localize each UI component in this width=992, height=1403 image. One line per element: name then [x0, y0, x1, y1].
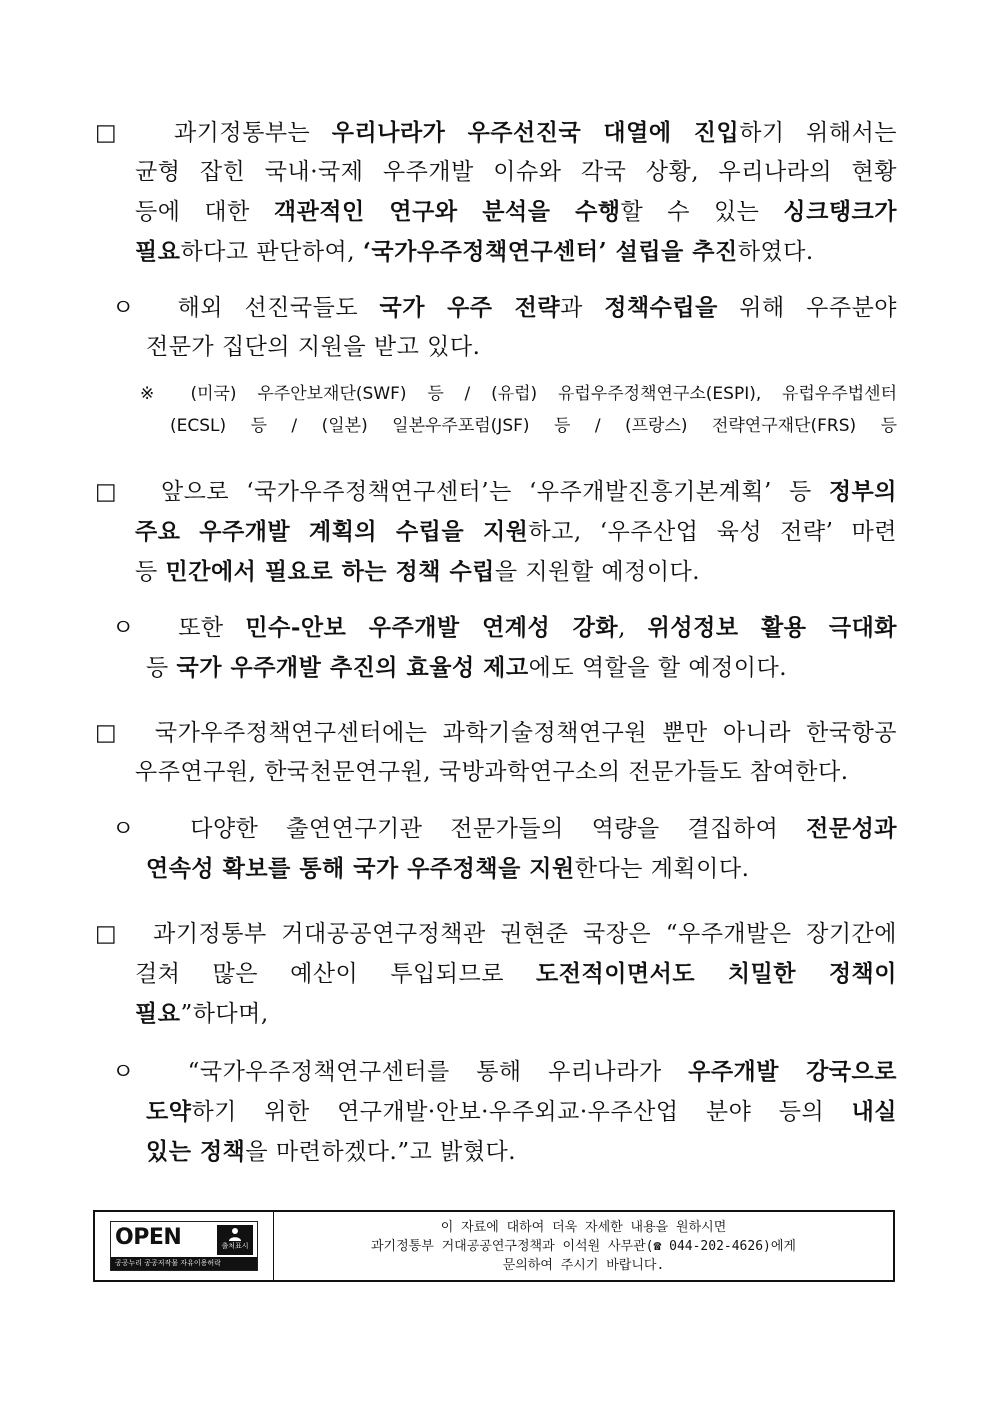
sub-bullet-3-line-2: 연속성 확보를 통해 국가 우주정책을 지원한다는 계획이다.: [146, 855, 750, 882]
reference-note: [140, 378, 897, 442]
person-icon: [228, 1227, 242, 1241]
paragraph-1: [95, 113, 897, 272]
paragraph-1-line-4: 필요하다고 판단하여, ‘국가우주정책연구센터’ 설립을 추진하였다.: [135, 238, 814, 265]
paragraph-1-line-3: 등에 대한 객관적인 연구와 분석을 수행할 수 있는 싱크탱크가: [135, 198, 897, 225]
sub-bullet-4-line-3: 있는 정책을 마련하겠다.”고 밝혔다.: [146, 1138, 517, 1165]
paragraph-2: [95, 472, 897, 592]
paragraph-1-line-2: 균형 잡힌 국내·국제 우주개발 이슈와 각국 상황, 우리나라의 현황: [135, 159, 897, 185]
square-bullet: □: [95, 120, 131, 146]
square-bullet: □: [95, 921, 124, 947]
contact-text: [274, 1212, 893, 1280]
contact-line-1: 이 자료에 대하여 더욱 자세한 내용을 원하시면: [440, 1219, 727, 1235]
paragraph-3-line-1: □ 국가우주정책연구센터에는 과학기술정책연구원 뿐만 아니라 한국항공: [95, 720, 897, 746]
sub-bullet-2: [112, 608, 897, 688]
square-bullet: □: [95, 479, 127, 505]
circle-bullet: ㅇ: [112, 615, 135, 641]
sub-bullet-1: [112, 288, 897, 367]
sub-bullet-4-line-2: 도약하기 위한 연구개발·안보·우주외교·우주산업 분야 등의 내실: [146, 1098, 897, 1125]
kogl-open-logo: [110, 1221, 258, 1271]
circle-bullet: ㅇ: [112, 816, 135, 842]
paragraph-4-line-1: □ 과기정통부 거대공공연구정책관 권현준 국장은 “우주개발은 장기간에: [95, 921, 897, 947]
sub-bullet-3-line-1: ㅇ 다양한 출연연구기관 전문가들의 역량을 결집하여 전문성과: [112, 815, 898, 842]
sub-bullet-4: [112, 1052, 897, 1172]
sub-bullet-2-line-2: 등 국가 우주개발 추진의 효율성 제고에도 역할을 할 예정이다.: [146, 654, 788, 681]
contact-footer: [93, 1210, 895, 1282]
open-logo-caption: 공공누리 공공저작물 자유이용허락: [111, 1257, 257, 1270]
sub-bullet-3: [112, 809, 897, 889]
circle-bullet: ㅇ: [112, 295, 135, 321]
sub-bullet-4-line-1: ㅇ “국가우주정책연구센터를 통해 우리나라가 우주개발 강국으로: [112, 1058, 897, 1085]
circle-bullet: ㅇ: [112, 1059, 135, 1085]
reference-note-line-2: (ECSL) 등 / (일본) 일본우주포럼(JSF) 등 / (프랑스) 전략연구재단(FRS) 등: [170, 416, 897, 436]
paragraph-3-line-2: 우주연구원, 한국천문연구원, 국방과학연구소의 전문가들도 참여한다.: [135, 759, 849, 785]
paragraph-4-line-3: 필요”하다며,: [135, 1000, 269, 1027]
reference-mark: ※: [140, 384, 170, 404]
sub-bullet-1-line-1: ㅇ 해외 선진국들도 국가 우주 전략과 정책수립을 위해 우주분야: [112, 294, 898, 321]
paragraph-3: [95, 714, 897, 792]
sub-bullet-2-line-1: ㅇ 또한 민수-안보 우주개발 연계성 강화, 위성정보 활용 극대화: [112, 614, 898, 641]
attribution-badge: 출처표시: [217, 1225, 253, 1255]
contact-line-3: 문의하여 주시기 바랍니다.: [502, 1257, 665, 1273]
sub-bullet-1-line-2: 전문가 집단의 지원을 받고 있다.: [146, 334, 481, 360]
paragraph-1-line-1: □ 과기정통부는 우리나라가 우주선진국 대열에 진입하기 위해서는: [95, 119, 898, 146]
paragraph-4-line-2: 걸쳐 많은 예산이 투입되므로 도전적이면서도 치밀한 정책이: [135, 960, 897, 987]
open-logo-word: OPEN: [115, 1225, 182, 1250]
square-bullet: □: [95, 720, 125, 746]
paragraph-2-line-3: 등 민간에서 필요로 하는 정책 수립을 지원할 예정이다.: [135, 558, 701, 585]
paragraph-2-line-2: 주요 우주개발 계획의 수립을 지원하고, ‘우주산업 육성 전략’ 마련: [135, 518, 897, 545]
paragraph-4: [95, 915, 897, 1034]
kogl-logo-cell: [95, 1212, 274, 1280]
contact-line-2: 과기정통부 거대공공연구정책과 이석원 사무관(☎ 044-202-4626)에게: [371, 1238, 796, 1254]
paragraph-2-line-1: □ 앞으로 ‘국가우주정책연구센터’는 ‘우주개발진흥기본계획’ 등 정부의: [95, 478, 897, 505]
reference-note-line-1: ※ (미국) 우주안보재단(SWF) 등 / (유럽) 유럽우주정책연구소(ESPI), 유럽우주법센터: [140, 384, 898, 404]
